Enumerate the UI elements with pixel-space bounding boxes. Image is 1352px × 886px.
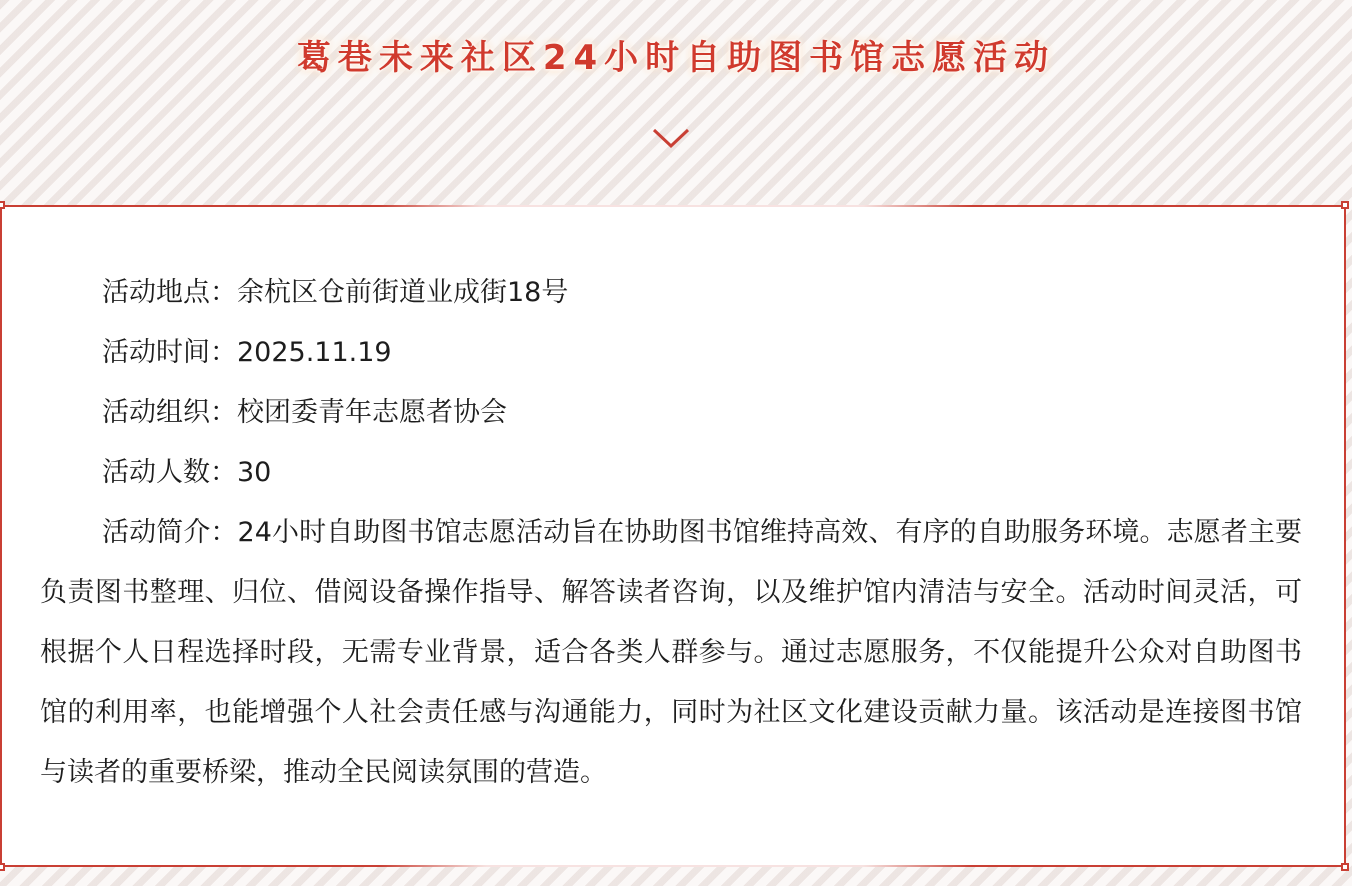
panel-corner-bottom-left: [0, 863, 5, 871]
panel-corner-top-left: [0, 201, 5, 209]
activity-details-panel: [0, 205, 1346, 867]
page-title: 葛巷未来社区24小时自助图书馆志愿活动: [296, 38, 1056, 78]
headcount-label: 活动人数：: [102, 457, 237, 488]
panel-corner-top-right: [1341, 201, 1349, 209]
location-value: 余杭区仓前街道业成街18号: [237, 277, 569, 308]
headcount-value: 30: [237, 457, 272, 488]
organizer-value: 校团委青年志愿者协会: [237, 397, 507, 428]
intro-paragraph: [40, 503, 1302, 803]
panel-top-border: [2, 205, 1348, 207]
time-value: 2025.11.19: [237, 337, 392, 368]
headcount-row: [40, 443, 1302, 503]
panel-corner-bottom-right: [1341, 863, 1349, 871]
panel-bottom-border: [2, 865, 1348, 867]
intro-text: 24小时自助图书馆志愿活动旨在协助图书馆维持高效、有序的自助服务环境。志愿者主要负责图书整理、归位、借阅设备操作指导、解答读者咨询，以及维护馆内清洁与安全。活动时间灵活，可根据个人日程选择时段，无需专业背景，适合各类人群参与。通过志愿服务，不仅能提升公众对自助图书馆的利用率，也能增强个人社会责任感与沟通能力，同时为社区文化建设贡献力量。该活动是连接图书馆与读者的重要桥梁，推动全民阅读氛围的营造。: [40, 517, 1303, 788]
location-row: [40, 263, 1302, 323]
organizer-label: 活动组织：: [102, 397, 237, 428]
chevron-down-icon[interactable]: [652, 126, 690, 150]
activity-details: [40, 263, 1302, 803]
intro-label: 活动简介：: [102, 517, 238, 548]
time-label: 活动时间：: [102, 337, 237, 368]
organizer-row: [40, 383, 1302, 443]
time-row: [40, 323, 1302, 383]
location-label: 活动地点：: [102, 277, 237, 308]
